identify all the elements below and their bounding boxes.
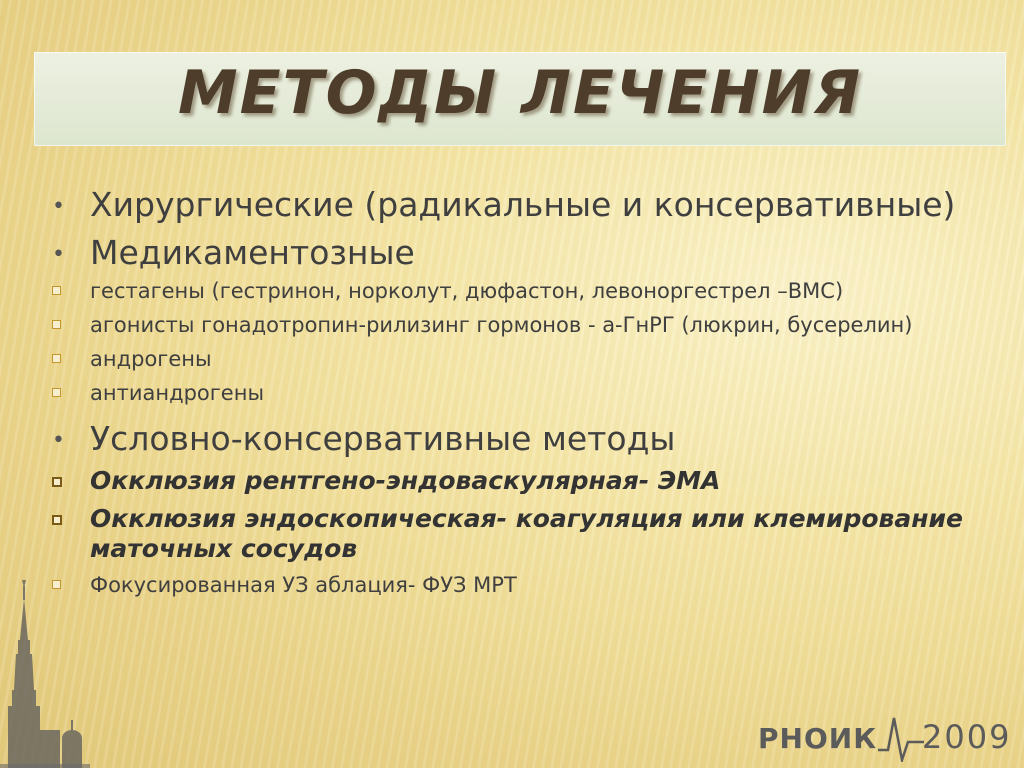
logo-text: РНОИК: [758, 722, 878, 755]
square-bullet-icon: [52, 515, 62, 525]
heartbeat-line-icon: [878, 712, 924, 762]
list-item: [52, 466, 1002, 496]
bullet-list: [52, 186, 1002, 606]
list-item-text: агонисты гонадотропин-рилизинг гормонов - а-ГнРГ (люкрин, бусерелин): [90, 313, 913, 337]
square-bullet-icon: [52, 286, 61, 295]
list-item-text: Хирургические (радикальные и консервативные): [90, 185, 956, 224]
square-bullet-icon: [52, 320, 61, 329]
list-item: [52, 504, 1002, 564]
list-item: [52, 234, 1002, 272]
bullet-icon: •: [52, 242, 65, 267]
list-item-text: Условно-консервативные методы: [90, 419, 676, 458]
slide-title: МЕТОДЫ ЛЕЧЕНИЯ: [177, 58, 863, 128]
list-item: [52, 278, 1002, 304]
list-item: [52, 312, 1002, 338]
list-item-text: Окклюзия рентгено-эндоваскулярная- ЭМА: [90, 466, 721, 495]
list-item-text: андрогены: [90, 347, 212, 371]
spire-tower-icon: [0, 580, 90, 768]
list-item: [52, 186, 1002, 224]
list-item: [52, 572, 1002, 598]
list-item-text: Медикаментозные: [90, 233, 415, 272]
logo: [750, 712, 1010, 762]
list-item: [52, 420, 1002, 458]
bullet-icon: •: [52, 428, 65, 453]
list-item: [52, 346, 1002, 372]
list-item-text: антиандрогены: [90, 381, 265, 405]
logo-year: 2009: [922, 718, 1012, 756]
square-bullet-icon: [52, 477, 62, 487]
square-bullet-icon: [52, 354, 61, 363]
square-bullet-icon: [52, 388, 61, 397]
list-item-text: Фокусированная УЗ аблация- ФУЗ МРТ: [90, 573, 517, 597]
list-item-text: Окклюзия эндоскопическая- коагуляция или клемирование маточных сосудов: [90, 504, 963, 563]
list-item: [52, 380, 1002, 406]
bullet-icon: •: [52, 194, 65, 219]
list-item-text: гестагены (гестринон, норколут, дюфастон, левоноргестрел –ВМС): [90, 279, 844, 303]
